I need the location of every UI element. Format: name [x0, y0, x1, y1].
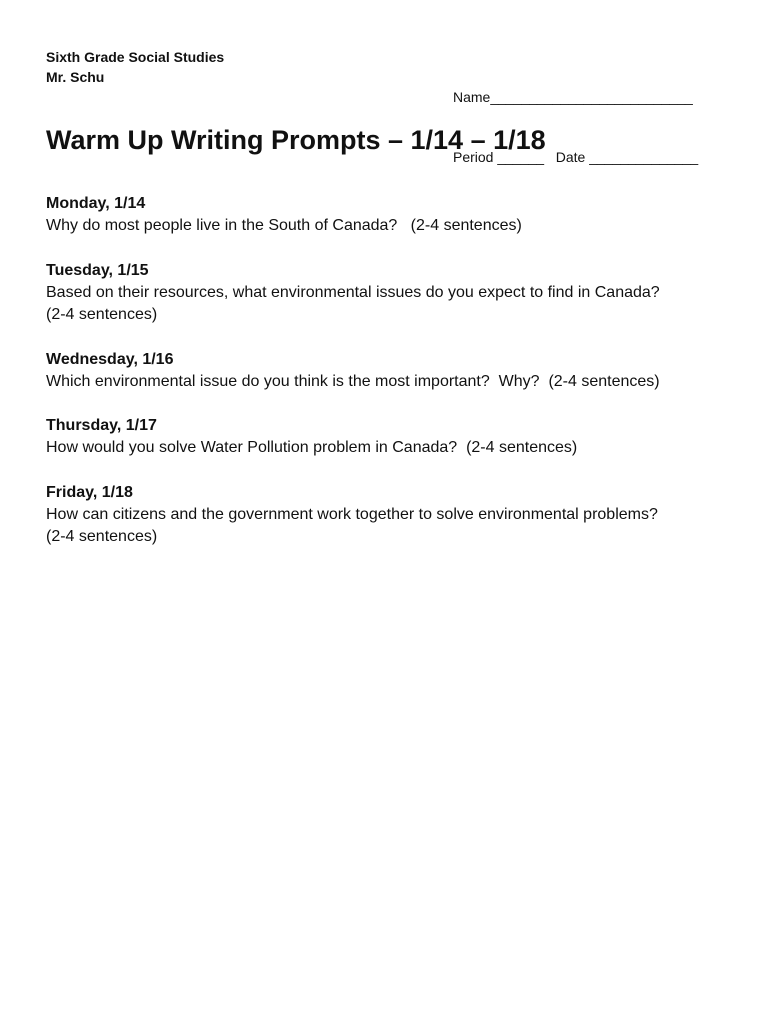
teacher-name: Mr. Schu [46, 69, 105, 85]
prompt-day: Friday, 1/18 [46, 483, 133, 501]
name-field-line: Name__________________________ [453, 89, 693, 105]
course-header [46, 47, 224, 87]
prompt-monday [46, 193, 736, 238]
prompt-wednesday [46, 349, 736, 394]
prompt-line: (2-4 sentences) [46, 528, 158, 545]
prompt-tuesday [46, 260, 736, 327]
period-date-field-line: Period ______ Date ______________ [453, 149, 699, 165]
page-title: Warm Up Writing Prompts – 1/14 – 1/18 [46, 125, 546, 155]
prompt-question [46, 504, 736, 549]
prompt-line: (2-4 sentences) [46, 306, 158, 323]
prompt-thursday [46, 415, 736, 460]
prompt-question [46, 215, 736, 238]
prompt-line: How would you solve Water Pollution problem in Canada? (2-4 sentences) [46, 439, 578, 456]
prompt-day: Monday, 1/14 [46, 195, 146, 212]
prompt-line: Why do most people live in the South of Canada? (2-4 sentences) [46, 217, 522, 234]
prompt-day: Tuesday, 1/15 [46, 261, 149, 279]
prompt-list [46, 193, 736, 571]
prompt-day: Wednesday, 1/16 [46, 350, 174, 368]
course-name: Sixth Grade Social Studies [46, 49, 225, 65]
prompt-day: Thursday, 1/17 [46, 417, 157, 434]
prompt-line: Based on their resources, what environmental issues do you expect to find in Canada? [46, 283, 660, 301]
prompt-question [46, 282, 736, 327]
prompt-question [46, 371, 736, 394]
prompt-friday [46, 482, 736, 549]
prompt-line: How can citizens and the government work together to solve environmental problems? [46, 505, 658, 523]
prompt-line: Which environmental issue do you think is the most important? Why? (2-4 sentences) [46, 372, 660, 390]
prompt-question [46, 437, 736, 460]
